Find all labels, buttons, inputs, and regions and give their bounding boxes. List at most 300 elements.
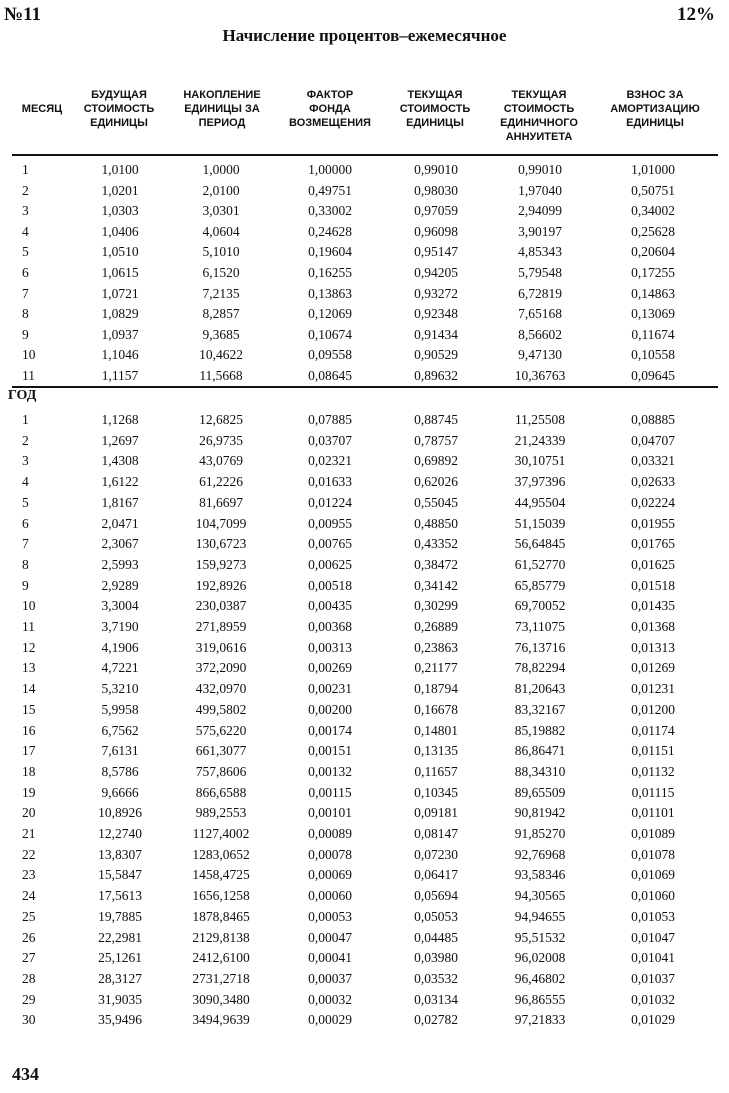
period-cell: 2: [22, 432, 29, 448]
accumulation-cell: 866,6588: [195, 784, 247, 800]
future-value-cell: 25,1261: [98, 950, 142, 966]
present-value-cell: 0,95147: [414, 244, 458, 260]
present-value-cell: 0,10345: [414, 784, 458, 800]
period-cell: 17: [22, 743, 36, 759]
header-line: БУДУЩАЯ: [91, 89, 147, 101]
period-cell: 20: [22, 805, 36, 821]
period-cell: 6: [22, 515, 29, 531]
present-value-cell: 0,30299: [414, 598, 458, 614]
header-line: НАКОПЛЕНИЕ: [183, 89, 261, 101]
future-value-cell: 1,0100: [101, 162, 139, 177]
future-value-cell: 5,9958: [101, 701, 139, 717]
sinking-fund-cell: 0,07885: [308, 412, 352, 427]
period-cell: 12: [22, 639, 36, 655]
present-value-cell: 0,13135: [414, 743, 458, 759]
annuity-value-cell: 5,79548: [518, 265, 562, 280]
header-annuity-value: [484, 88, 594, 154]
accumulation-cell: 1656,1258: [192, 888, 250, 904]
amortization-cell: 0,25628: [631, 223, 675, 239]
amortization-cell: 0,34002: [631, 203, 675, 219]
period-cell: 14: [22, 681, 36, 697]
present-value-cell: 0,92348: [414, 306, 458, 322]
amortization-cell: 0,01231: [631, 681, 675, 697]
amortization-cell: 0,01041: [631, 950, 675, 966]
period-cell: 2: [22, 182, 29, 198]
period-cell: 30: [22, 1012, 36, 1028]
future-value-cell: 1,4308: [101, 453, 139, 469]
accumulation-cell: 757,8606: [195, 763, 247, 779]
annuity-value-cell: 65,85779: [514, 577, 566, 593]
annuity-value-cell: 30,10751: [514, 453, 566, 469]
annuity-value-cell: 96,02008: [514, 950, 566, 966]
sinking-fund-cell: 0,09558: [308, 347, 352, 363]
annuity-value-cell: 69,70052: [514, 598, 566, 614]
annuity-value-cell: 86,86471: [514, 743, 566, 759]
accumulation-cell: 2412,6100: [192, 950, 250, 966]
yearly-rows: [14, 410, 718, 1030]
sinking-fund-cell: 0,01633: [308, 474, 352, 490]
header-line: ТЕКУЩАЯ: [407, 89, 463, 101]
sinking-fund-cell: 0,00032: [308, 991, 352, 1007]
accumulation-cell: 26,9735: [199, 432, 243, 448]
sinking-fund-cell: 0,00269: [308, 660, 352, 676]
sinking-fund-cell: 0,00060: [308, 888, 352, 904]
future-value-cell: 9,6666: [101, 784, 139, 800]
amortization-cell: 0,01518: [631, 577, 675, 593]
table-row: [14, 741, 718, 762]
future-value-cell: 1,0829: [101, 306, 139, 322]
sinking-fund-cell: 0,00231: [308, 681, 352, 697]
future-value-cell: 3,3004: [101, 598, 139, 614]
future-value-cell: 1,6122: [101, 474, 139, 490]
future-value-cell: 15,5847: [98, 867, 142, 883]
table-row: [14, 700, 718, 721]
present-value-cell: 0,90529: [414, 347, 458, 363]
table-row: [14, 284, 718, 305]
accumulation-cell: 130,6723: [195, 536, 247, 552]
sinking-fund-cell: 0,00041: [308, 950, 352, 966]
header-line: ТЕКУЩАЯ: [511, 89, 567, 101]
table-row: [14, 928, 718, 949]
annuity-value-cell: 81,20643: [514, 681, 566, 697]
period-cell: 4: [22, 223, 29, 239]
present-value-cell: 0,21177: [414, 660, 458, 676]
accumulation-cell: 3,0301: [202, 203, 240, 219]
header-line: ПЕРИОД: [198, 117, 246, 129]
table-row: [14, 1010, 718, 1031]
table-row: [14, 865, 718, 886]
accumulation-cell: 8,2857: [202, 306, 240, 322]
period-cell: 27: [22, 950, 36, 966]
future-value-cell: 1,0937: [101, 326, 139, 342]
header-accumulation: [168, 88, 276, 154]
present-value-cell: 0,48850: [414, 515, 458, 531]
period-cell: 11: [22, 368, 35, 383]
present-value-cell: 0,99010: [414, 162, 458, 177]
annuity-value-cell: 94,94655: [514, 908, 566, 924]
present-value-cell: 0,05694: [414, 888, 458, 904]
sinking-fund-cell: 0,00151: [308, 743, 352, 759]
header-line: ЕДИНИЦЫ: [626, 117, 684, 129]
future-value-cell: 2,9289: [101, 577, 139, 593]
future-value-cell: 22,2981: [98, 929, 142, 945]
amortization-cell: 0,02224: [631, 494, 675, 510]
sinking-fund-cell: 0,00368: [308, 619, 352, 634]
future-value-cell: 13,8307: [98, 846, 142, 862]
present-value-cell: 0,18794: [414, 681, 458, 697]
accumulation-cell: 12,6825: [199, 412, 243, 427]
header-divider: [12, 154, 718, 156]
future-value-cell: 2,5993: [101, 556, 139, 572]
table-row: [14, 948, 718, 969]
page-title: Начисление процентов–ежемесячное: [222, 26, 507, 45]
sinking-fund-cell: 0,00174: [308, 722, 352, 738]
annuity-value-cell: 76,13716: [514, 639, 566, 655]
header-line: МЕСЯЦ: [21, 103, 63, 115]
annuity-value-cell: 61,52770: [514, 556, 566, 572]
accumulation-cell: 661,3077: [195, 743, 247, 759]
annuity-value-cell: 21,24339: [514, 432, 566, 448]
header-line: ЕДИНИЧНОГО: [500, 117, 578, 129]
table-row: [14, 658, 718, 679]
table-row: [14, 222, 718, 243]
table-row: [14, 907, 718, 928]
present-value-cell: 0,97059: [414, 203, 458, 219]
period-cell: 8: [22, 556, 29, 572]
header-line: ФАКТОР: [306, 89, 354, 101]
table-row: [14, 555, 718, 576]
annuity-value-cell: 92,76968: [514, 846, 566, 862]
table-row: [14, 201, 718, 222]
annuity-value-cell: 9,47130: [518, 347, 562, 363]
table-row: [14, 242, 718, 263]
amortization-cell: 0,17255: [631, 265, 675, 280]
amortization-cell: 0,01955: [631, 515, 675, 531]
accumulation-cell: 3494,9639: [192, 1012, 250, 1028]
present-value-cell: 0,43352: [414, 536, 458, 552]
table-row: [14, 762, 718, 783]
accumulation-cell: 432,0970: [195, 681, 247, 697]
period-cell: 13: [22, 660, 36, 676]
accumulation-cell: 1127,4002: [192, 826, 250, 841]
annuity-value-cell: 56,64845: [514, 536, 566, 552]
period-cell: 4: [22, 474, 29, 490]
amortization-cell: 0,14863: [631, 285, 675, 301]
future-value-cell: 7,6131: [101, 743, 139, 759]
accumulation-cell: 2731,2718: [192, 970, 250, 986]
future-value-cell: 6,7562: [101, 722, 139, 738]
future-value-cell: 19,7885: [98, 908, 142, 924]
period-cell: 10: [22, 598, 36, 614]
sinking-fund-cell: 0,16255: [308, 265, 352, 280]
table-row: [14, 451, 718, 472]
corner-mark-left: №11: [4, 4, 42, 25]
annuity-value-cell: 93,58346: [514, 867, 566, 883]
accumulation-cell: 5,1010: [202, 244, 240, 260]
amortization-cell: 0,01151: [631, 743, 675, 759]
period-cell: 16: [22, 722, 36, 738]
annuity-value-cell: 85,19882: [514, 722, 566, 738]
annuity-value-cell: 11,25508: [514, 412, 566, 427]
annuity-value-cell: 91,85270: [514, 826, 566, 841]
present-value-cell: 0,26889: [414, 619, 458, 634]
amortization-cell: 0,01060: [631, 888, 675, 904]
amortization-cell: 0,01625: [631, 556, 675, 572]
sinking-fund-cell: 0,00115: [308, 784, 352, 800]
present-value-cell: 0,94205: [414, 265, 458, 280]
present-value-cell: 0,55045: [414, 494, 458, 510]
amortization-cell: 0,01269: [631, 660, 675, 676]
future-value-cell: 1,0303: [101, 203, 139, 219]
sinking-fund-cell: 0,00037: [308, 970, 352, 986]
annuity-value-cell: 7,65168: [518, 306, 562, 322]
year-section-label: ГОД: [8, 388, 37, 403]
amortization-cell: 0,50751: [631, 182, 675, 198]
accumulation-cell: 1283,0652: [192, 846, 250, 862]
accumulation-cell: 1,0000: [202, 162, 240, 177]
period-cell: 6: [22, 265, 29, 280]
future-value-cell: 31,9035: [98, 991, 142, 1007]
period-cell: 10: [22, 347, 36, 363]
header-line: ЕДИНИЦЫ: [406, 117, 464, 129]
present-value-cell: 0,04485: [414, 929, 458, 945]
sinking-fund-cell: 0,00955: [308, 515, 352, 531]
annuity-value-cell: 44,95504: [514, 494, 566, 510]
period-cell: 18: [22, 763, 36, 779]
annuity-value-cell: 95,51532: [514, 929, 566, 945]
present-value-cell: 0,88745: [414, 412, 458, 427]
amortization-cell: 0,08885: [631, 412, 675, 427]
present-value-cell: 0,16678: [414, 701, 458, 717]
present-value-cell: 0,07230: [414, 846, 458, 862]
table-row: [14, 410, 718, 431]
accumulation-cell: 989,2553: [195, 805, 247, 821]
accumulation-cell: 1878,8465: [192, 908, 250, 924]
present-value-cell: 0,14801: [414, 722, 458, 738]
present-value-cell: 0,78757: [414, 432, 458, 448]
table-row: [14, 263, 718, 284]
period-cell: 19: [22, 784, 36, 800]
amortization-cell: 0,01200: [631, 701, 675, 717]
amortization-cell: 0,01053: [631, 908, 675, 924]
period-cell: 1: [22, 412, 29, 427]
future-value-cell: 17,5613: [98, 888, 142, 904]
header-line: ЕДИНИЦЫ: [90, 117, 148, 129]
header-line: СТОИМОСТЬ: [83, 103, 155, 115]
table-row: [14, 824, 718, 845]
table-row: [14, 514, 718, 535]
period-cell: 15: [22, 701, 36, 717]
amortization-cell: 0,11674: [631, 326, 675, 342]
accumulation-cell: 159,9273: [195, 556, 247, 572]
annuity-value-cell: 83,32167: [514, 701, 566, 717]
period-cell: 29: [22, 991, 36, 1007]
future-value-cell: 1,2697: [101, 432, 139, 448]
amortization-cell: 1,01000: [631, 162, 675, 177]
amortization-cell: 0,02633: [631, 474, 675, 490]
accumulation-cell: 4,0604: [202, 223, 240, 239]
amortization-cell: 0,01047: [631, 929, 675, 945]
amortization-cell: 0,01368: [631, 619, 675, 634]
present-value-cell: 0,91434: [414, 326, 458, 342]
annuity-value-cell: 96,86555: [514, 991, 566, 1007]
future-value-cell: 2,0471: [101, 515, 139, 531]
future-value-cell: 2,3067: [101, 536, 139, 552]
present-value-cell: 0,62026: [414, 474, 458, 490]
table-row: [14, 679, 718, 700]
sinking-fund-cell: 0,10674: [308, 326, 352, 342]
annuity-value-cell: 78,82294: [514, 660, 566, 676]
table-row: [14, 304, 718, 325]
amortization-cell: 0,09645: [631, 368, 675, 383]
sinking-fund-cell: 0,00069: [308, 867, 352, 883]
future-value-cell: 1,0406: [101, 223, 139, 239]
amortization-cell: 0,01037: [631, 970, 675, 986]
future-value-cell: 1,0510: [101, 244, 139, 260]
future-value-cell: 35,9496: [98, 1012, 142, 1028]
table-row: [14, 181, 718, 202]
table-row: [14, 325, 718, 346]
sinking-fund-cell: 0,00132: [308, 763, 352, 779]
future-value-cell: 10,8926: [98, 805, 142, 821]
amortization-cell: 0,01313: [631, 639, 675, 655]
amortization-cell: 0,13069: [631, 306, 675, 322]
sinking-fund-cell: 0,00435: [308, 598, 352, 614]
present-value-cell: 0,09181: [414, 805, 458, 821]
future-value-cell: 5,3210: [101, 681, 139, 697]
present-value-cell: 0,89632: [414, 368, 458, 383]
amortization-cell: 0,01115: [631, 784, 675, 800]
sinking-fund-cell: 0,01224: [308, 494, 352, 510]
table-row: [14, 596, 718, 617]
future-value-cell: 1,8167: [101, 494, 139, 510]
accumulation-cell: 1458,4725: [192, 867, 250, 883]
future-value-cell: 1,0201: [101, 182, 139, 198]
annuity-value-cell: 94,30565: [514, 888, 566, 904]
table-row: [14, 617, 718, 638]
accumulation-cell: 271,8959: [195, 619, 247, 634]
period-cell: 1: [22, 162, 29, 177]
sinking-fund-cell: 0,00047: [308, 929, 352, 945]
header-amortization: [594, 88, 716, 154]
sinking-fund-cell: 0,13863: [308, 285, 352, 301]
accumulation-cell: 319,0616: [195, 639, 247, 655]
future-value-cell: 1,0615: [101, 265, 139, 280]
period-cell: 8: [22, 306, 29, 322]
table-row: [14, 803, 718, 824]
present-value-cell: 0,03980: [414, 950, 458, 966]
monthly-rows: [14, 160, 718, 386]
annuity-value-cell: 97,21833: [514, 1012, 566, 1028]
present-value-cell: 0,23863: [414, 639, 458, 655]
period-cell: 23: [22, 867, 36, 883]
future-value-cell: 1,1046: [101, 347, 139, 363]
present-value-cell: 0,38472: [414, 556, 458, 572]
sinking-fund-cell: 0,08645: [308, 368, 352, 383]
table-row: [14, 345, 718, 366]
header-line: СТОИМОСТЬ: [399, 103, 471, 115]
sinking-fund-cell: 0,00053: [308, 908, 352, 924]
present-value-cell: 0,03532: [414, 970, 458, 986]
table-row: [14, 990, 718, 1011]
amortization-cell: 0,10558: [631, 347, 675, 363]
present-value-cell: 0,93272: [414, 285, 458, 301]
annuity-value-cell: 89,65509: [514, 784, 566, 800]
amortization-cell: 0,01765: [631, 536, 675, 552]
future-value-cell: 1,0721: [101, 285, 139, 301]
amortization-cell: 0,04707: [631, 432, 675, 448]
sinking-fund-cell: 0,03707: [308, 432, 352, 448]
period-cell: 3: [22, 453, 29, 469]
section-divider: [12, 386, 718, 388]
period-cell: 3: [22, 203, 29, 219]
sinking-fund-cell: 0,02321: [308, 453, 352, 469]
present-value-cell: 0,11657: [414, 763, 458, 779]
table-row: [14, 472, 718, 493]
header-line: ФОНДА: [309, 103, 351, 115]
table-row: [14, 366, 718, 387]
header-present-value: [386, 88, 484, 154]
period-cell: 9: [22, 577, 29, 593]
period-cell: 26: [22, 929, 36, 945]
annuity-value-cell: 96,46802: [514, 970, 566, 986]
future-value-cell: 28,3127: [98, 970, 142, 986]
annuity-value-cell: 3,90197: [518, 223, 562, 239]
sinking-fund-cell: 0,00029: [308, 1012, 352, 1028]
sinking-fund-cell: 0,00200: [308, 701, 352, 717]
amortization-cell: 0,03321: [631, 453, 675, 469]
period-cell: 28: [22, 970, 36, 986]
present-value-cell: 0,05053: [414, 908, 458, 924]
future-value-cell: 1,1268: [101, 412, 139, 427]
amortization-cell: 0,01174: [631, 722, 675, 738]
present-value-cell: 0,02782: [414, 1012, 458, 1028]
sinking-fund-cell: 0,00313: [308, 639, 352, 655]
period-cell: 11: [22, 619, 35, 634]
header-period: [14, 88, 70, 168]
accumulation-cell: 192,8926: [195, 577, 247, 593]
future-value-cell: 1,1157: [101, 368, 139, 383]
accumulation-cell: 6,1520: [202, 265, 240, 280]
annuity-value-cell: 88,34310: [514, 763, 566, 779]
sinking-fund-cell: 0,00089: [308, 826, 352, 841]
table-row: [14, 576, 718, 597]
amortization-cell: 0,01078: [631, 846, 675, 862]
present-value-cell: 0,08147: [414, 826, 458, 841]
sinking-fund-cell: 0,00765: [308, 536, 352, 552]
period-cell: 21: [22, 826, 36, 841]
period-cell: 22: [22, 846, 36, 862]
future-value-cell: 3,7190: [101, 619, 139, 634]
accumulation-cell: 2,0100: [202, 182, 240, 198]
period-cell: 25: [22, 908, 36, 924]
future-value-cell: 4,1906: [101, 639, 139, 655]
table-row: [14, 886, 718, 907]
sinking-fund-cell: 0,19604: [308, 244, 352, 260]
header-line: ЕДИНИЦЫ ЗА: [184, 103, 260, 115]
period-cell: 5: [22, 244, 29, 260]
table-row: [14, 783, 718, 804]
future-value-cell: 12,2740: [98, 826, 142, 841]
sinking-fund-cell: 0,49751: [308, 182, 352, 198]
accumulation-cell: 499,5802: [195, 701, 247, 717]
accumulation-cell: 9,3685: [202, 326, 240, 342]
accumulation-cell: 372,2090: [195, 660, 247, 676]
table-row: [14, 534, 718, 555]
accumulation-cell: 7,2135: [202, 285, 240, 301]
period-cell: 7: [22, 285, 29, 301]
annuity-value-cell: 0,99010: [518, 162, 562, 177]
